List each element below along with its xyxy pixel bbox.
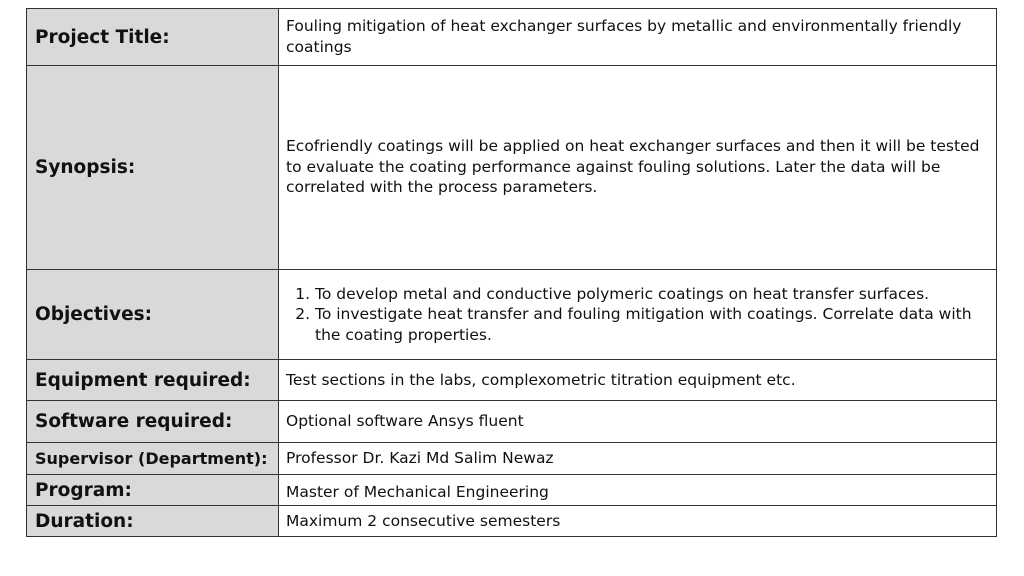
objectives-label: Objectives:: [27, 270, 279, 360]
project-info-table: [26, 8, 997, 537]
software-value: Optional software Ansys fluent: [279, 401, 997, 443]
duration-label: Duration:: [27, 506, 279, 537]
objectives-value: [279, 270, 997, 360]
equipment-label: Equipment required:: [27, 360, 279, 401]
synopsis-label: Synopsis:: [27, 66, 279, 270]
row-software: [27, 401, 997, 443]
program-value: Master of Mechanical Engineering: [279, 475, 997, 506]
supervisor-label: Supervisor (Department):: [27, 443, 279, 475]
project-title-value: Fouling mitigation of heat exchanger surfaces by metallic and environmentally friendly coatings: [279, 9, 997, 66]
row-project-title: [27, 9, 997, 66]
row-equipment: [27, 360, 997, 401]
row-supervisor: [27, 443, 997, 475]
synopsis-value: Ecofriendly coatings will be applied on heat exchanger surfaces and then it will be tested to evaluate the coating performance against fouling solutions. Later the data will be correlated with the process parameters.: [279, 66, 997, 270]
duration-value: Maximum 2 consecutive semesters: [279, 506, 997, 537]
program-label: Program:: [27, 475, 279, 506]
equipment-value: Test sections in the labs, complexometric titration equipment etc.: [279, 360, 997, 401]
objective-item-1: 1. To develop metal and conductive polymeric coatings on heat transfer surfaces.: [315, 284, 988, 305]
row-objectives: [27, 270, 997, 360]
row-program: [27, 475, 997, 506]
objective-item-2: 2. To investigate heat transfer and fouling mitigation with coatings. Correlate data with the coating properties.: [315, 304, 988, 345]
project-title-label: Project Title:: [27, 9, 279, 66]
row-synopsis: [27, 66, 997, 270]
supervisor-value: Professor Dr. Kazi Md Salim Newaz: [279, 443, 997, 475]
software-label: Software required:: [27, 401, 279, 443]
row-duration: [27, 506, 997, 537]
objectives-list: [286, 284, 988, 346]
